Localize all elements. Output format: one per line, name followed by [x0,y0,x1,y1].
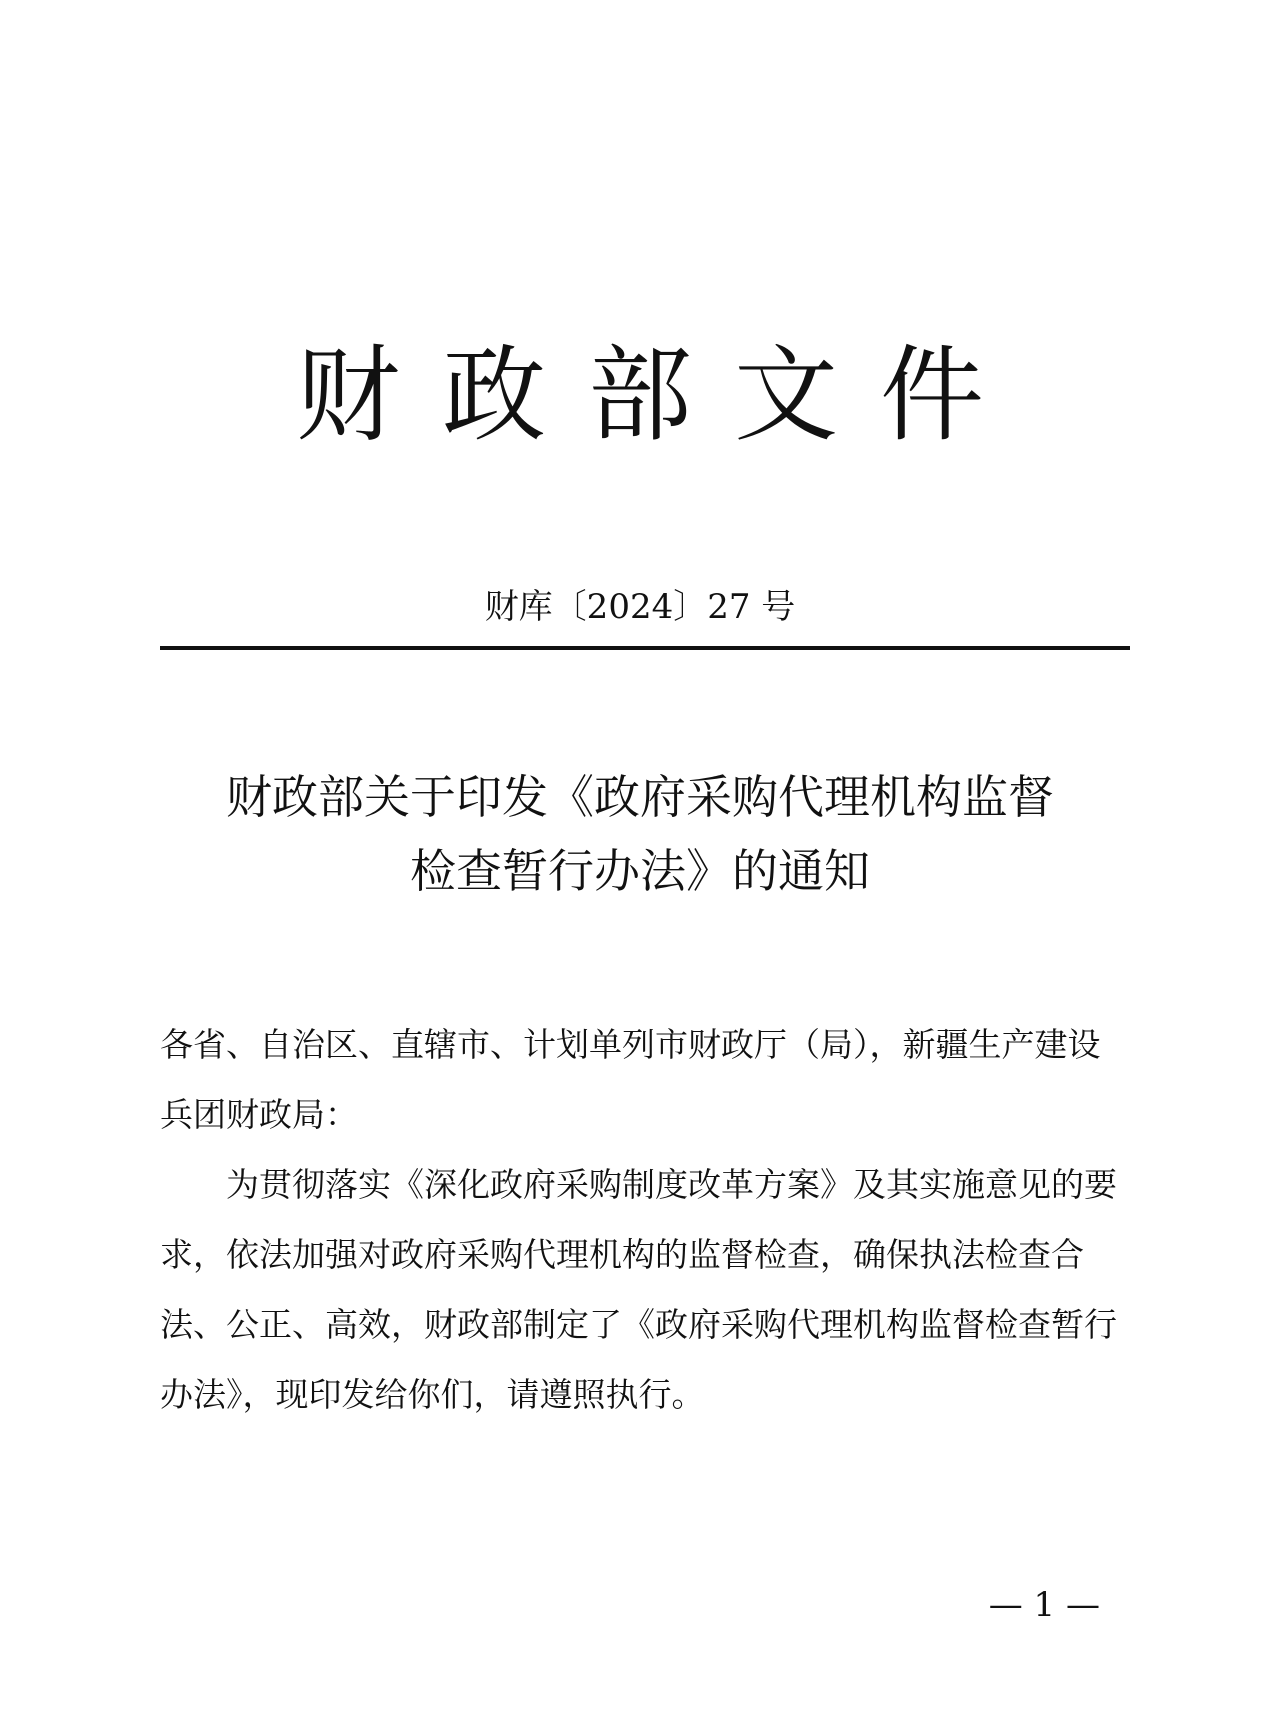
document-title-line-2: 检查暂行办法》的通知 [410,844,870,898]
document-title-line-1: 财政部关于印发《政府采购代理机构监督 [226,770,1054,824]
page-number: — 1 — [988,1585,1100,1625]
document-body [160,1010,1130,1430]
document-number: 财库〔2024〕27 号 [484,587,796,627]
recipients-line: 各省、自治区、直辖市、计划单列市财政厅（局），新疆生产建设兵团财政局： [160,1025,1101,1134]
body-paragraph: 为贯彻落实《深化政府采购制度改革方案》及其实施意见的要求，依法加强对政府采购代理机构的监督检查，确保执法检查合法、公正、高效，财政部制定了《政府采购代理机构监督检查暂行办法》，现印发给你们，请遵照执行。 [160,1165,1117,1414]
document-title [0,760,1280,908]
separator-rule [160,646,1130,650]
document-masthead: 财政部文件 [295,334,1026,456]
